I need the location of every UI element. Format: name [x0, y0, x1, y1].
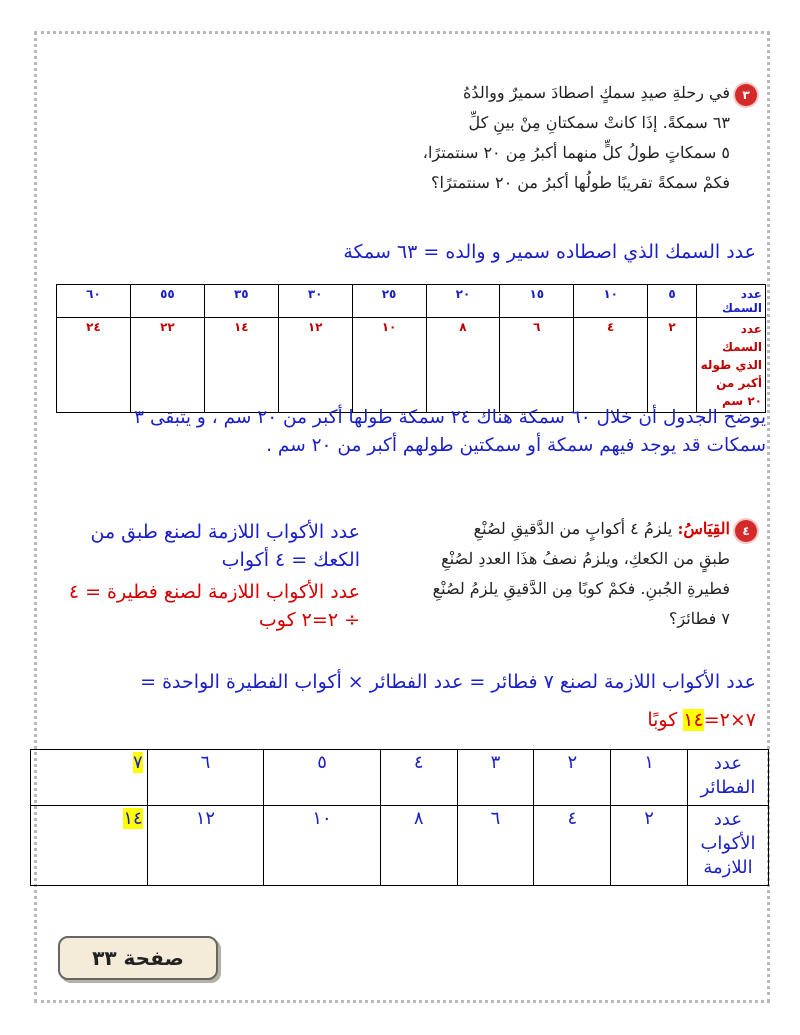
table-row [31, 750, 769, 806]
table-cell: ٢ [611, 806, 688, 886]
question-2-line [390, 514, 730, 544]
table-header-cell: عدد الأكواب اللازمة [688, 806, 769, 886]
page-number-label: صفحة ٣٣ [58, 936, 218, 980]
table-cell [31, 750, 148, 806]
table-cell: ٢٢ [131, 318, 205, 413]
question-2-title: القِيَاسُ: [677, 519, 730, 538]
side-note-line: عدد الأكواب اللازمة لصنع فطيرة = ٤ [68, 581, 360, 603]
table-cell: ٦٠ [57, 285, 131, 318]
question-2-line-text: يلزمُ ٤ أكوابٍ من الدَّقيقِ لصُنْعِ [473, 519, 673, 538]
table-cell: ٤ [380, 750, 457, 806]
side-note-line: ÷ ٢=٢ كوب [258, 609, 360, 631]
table-cell: ٥ [264, 750, 381, 806]
table-cell: ٤ [574, 318, 648, 413]
question-2-line: ٧ فطائرَ؟ [668, 609, 730, 628]
table-cell: ٤ [534, 806, 611, 886]
highlight-value: ٧ [132, 752, 143, 773]
table-cell [31, 806, 148, 886]
question-2-text [390, 514, 730, 634]
table-cell: ١٤ [204, 318, 278, 413]
table-cell: ١٢ [278, 318, 352, 413]
table-cell: ١ [611, 750, 688, 806]
table-header-cell: عدد السمك الذي طوله أكبر من ٢٠ سم [697, 318, 766, 413]
table-cell: ٦ [457, 806, 534, 886]
table-cell: ٢٠ [426, 285, 500, 318]
table-cell: ٢٥ [352, 285, 426, 318]
highlight-value: ١٤ [123, 808, 143, 829]
table-cell: ١٠ [352, 318, 426, 413]
question-number-badge: ٤ [735, 520, 757, 542]
table-cell: ٣٠ [278, 285, 352, 318]
table-cell: ٦ [500, 318, 574, 413]
result-equation: ٧×٢= [703, 709, 756, 731]
question-1-text [270, 78, 730, 198]
table-cell: ٢٤ [57, 318, 131, 413]
table-cell: ٦ [147, 750, 264, 806]
question-1-line: فكمْ سمكةً تقريبًا طولُها أكبرُ من ٢٠ سنتمترًا؟ [430, 173, 730, 192]
question-2-line: طبقٍ من الكعكِ، ويلزمُ نصفُ هذَا العددِ لصُنْعِ [441, 549, 730, 568]
result-unit: كوبًا [647, 709, 684, 731]
table-cell: ٥٥ [131, 285, 205, 318]
side-note-line: عدد الأكواب اللازمة لصنع طبق من [90, 521, 360, 543]
table-row [57, 285, 766, 318]
question-1-line: في رحلةِ صيدِ سمكٍ اصطادَ سميرٌ ووالدُهُ [463, 83, 730, 102]
table-header-cell: عدد السمك [697, 285, 766, 318]
table-cell: ١٥ [500, 285, 574, 318]
question-1-line: ٦٣ سمكةً. إذَا كانتْ سمكتانِ مِنْ بينِ كلِّ [468, 113, 730, 132]
formula-line: عدد الأكواب اللازمة لصنع ٧ فطائر = عدد الفطائر × أكواب الفطيرة الواحدة = [140, 671, 756, 693]
table-cell: ٣ [457, 750, 534, 806]
question-number-badge: ٣ [735, 84, 757, 106]
table-header-cell: عدد الفطائر [688, 750, 769, 806]
table-cell: ٥ [648, 285, 697, 318]
conclusion-line: يوضح الجدول أن خلال ٦٠ سمكة هناك ٢٤ سمكة طولها أكبر من ٢٠ سم ، و يتبقى ٣ [134, 407, 766, 428]
table-cell: ٨ [426, 318, 500, 413]
table-cell: ١٠ [264, 806, 381, 886]
answer-line: عدد السمك الذي اصطاده سمير و والده = ٦٣ سمكة [343, 241, 756, 263]
table-cell: ٢ [648, 318, 697, 413]
side-note-line: الكعك = ٤ أكواب [221, 549, 360, 571]
fish-table [56, 284, 766, 413]
result-line [456, 706, 756, 734]
table-cell: ٣٥ [204, 285, 278, 318]
table-cell: ١٠ [574, 285, 648, 318]
question-2-line: فطيرةِ الجُبنِ. فكمْ كوبًا مِن الدَّقيقِ يلزمُ لصُنْعِ [432, 579, 730, 598]
side-notes [20, 518, 360, 634]
table-cell: ٨ [380, 806, 457, 886]
result-highlight: ١٤ [683, 709, 704, 731]
table-cell: ١٢ [147, 806, 264, 886]
question-1-line: ٥ سمكاتٍ طولُ كلٍّ منهما أكبرُ مِن ٢٠ سنتمترًا، [422, 143, 730, 162]
table-row [57, 318, 766, 413]
table-row [31, 806, 769, 886]
conclusion-line: سمكات قد يوجد فيهم سمكة أو سمكتين طولهم أكبر من ٢٠ سم . [266, 435, 766, 456]
pies-table [30, 749, 769, 886]
conclusion-text [26, 404, 766, 460]
table-cell: ٢ [534, 750, 611, 806]
